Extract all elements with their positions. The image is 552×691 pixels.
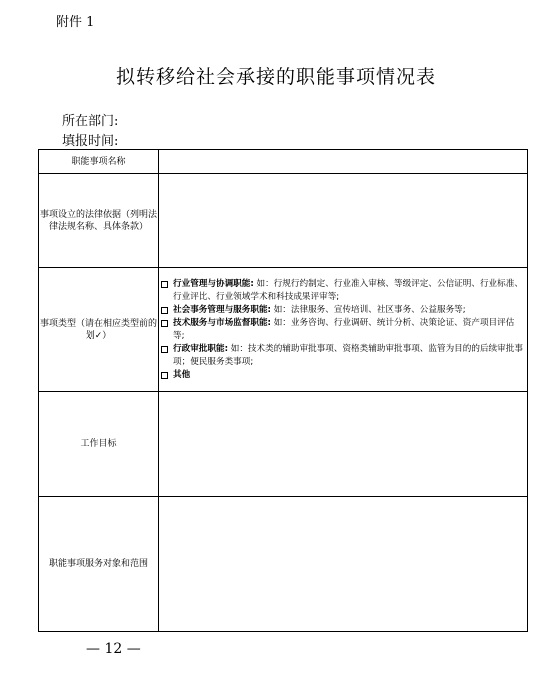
table-row-basis bbox=[39, 174, 528, 268]
checkbox-technical[interactable] bbox=[161, 320, 168, 327]
field-legal-basis[interactable] bbox=[159, 174, 528, 268]
label-item-name: 职能事项名称 bbox=[39, 150, 159, 174]
option-desc: 如：技术类的辅助审批事项、资格类辅助审批事项、监管为目的的后续审批事项；便民服务类事项; bbox=[173, 343, 523, 367]
fill-date-label: 填报时间: bbox=[62, 134, 119, 149]
option-desc: 如：行规行约制定、行业准入审核、等级评定、公信证明、行业标准、行业评比、行业领域学术和科技成果评审等; bbox=[173, 278, 523, 302]
option-desc: 如：业务咨询、行业调研、统计分析、决策论证、资产项目评估等; bbox=[173, 317, 515, 341]
option-name: 其他 bbox=[173, 369, 191, 380]
option-name: 行业管理与协调职能: bbox=[173, 278, 254, 289]
document-title: 拟转移给社会承接的职能事项情况表 bbox=[115, 66, 436, 88]
type-option-approval bbox=[161, 343, 523, 369]
department-label: 所在部门: bbox=[62, 114, 119, 129]
checkbox-other[interactable] bbox=[161, 372, 168, 379]
type-options bbox=[159, 277, 527, 383]
type-option-industry bbox=[161, 278, 523, 304]
type-option-social bbox=[161, 304, 523, 317]
checkbox-approval[interactable] bbox=[161, 346, 168, 353]
option-name: 社会事务管理与服务职能: bbox=[173, 304, 271, 315]
field-item-type bbox=[159, 268, 528, 392]
label-service-scope: 职能事项服务对象和范围 bbox=[39, 497, 159, 632]
field-work-goal[interactable] bbox=[159, 392, 528, 497]
table-row-name bbox=[39, 150, 528, 174]
checkbox-industry[interactable] bbox=[161, 281, 168, 288]
option-desc: 如：法律服务、宣传培训、社区事务、公益服务等; bbox=[273, 304, 466, 315]
page-number: — 12 — bbox=[86, 641, 141, 657]
option-name: 技术服务与市场监督职能: bbox=[173, 317, 271, 328]
option-name: 行政审批职能: bbox=[173, 343, 228, 354]
type-option-other bbox=[161, 369, 523, 382]
table-row-goal bbox=[39, 392, 528, 497]
field-item-name[interactable] bbox=[159, 150, 528, 174]
form-table bbox=[38, 149, 528, 632]
field-service-scope[interactable] bbox=[159, 497, 528, 632]
label-item-type: 事项类型（请在相应类型前的划✓） bbox=[39, 268, 159, 392]
type-option-technical bbox=[161, 317, 523, 343]
attachment-label: 附件 1 bbox=[56, 15, 95, 30]
label-legal-basis: 事项设立的法律依据（列明法律法规名称、具体条款） bbox=[39, 174, 159, 268]
checkbox-social[interactable] bbox=[161, 307, 168, 314]
table-row-type bbox=[39, 268, 528, 392]
table-row-scope bbox=[39, 497, 528, 632]
label-work-goal: 工作目标 bbox=[39, 392, 159, 497]
